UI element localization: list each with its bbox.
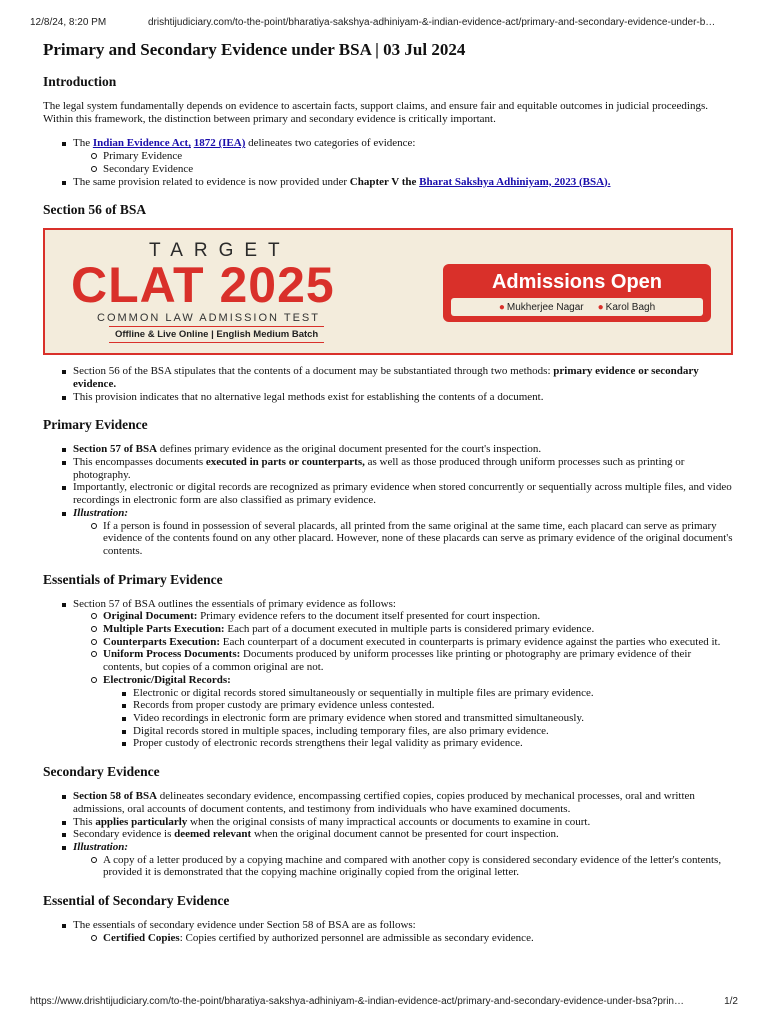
article: [43, 40, 733, 944]
list-item: Section 57 of BSA outlines the essentials of primary evidence as follows: Original Document: Primary evidence refers to the document itself presented for court inspection. Multiple Parts Execution: Each part of a document executed in multiple parts is considered primary evidence. Counterparts Execution: Each counterpart of a document executed in counterparts is primary evidence against the parties who executed it. Uniform Process Documents: Documents produced by uniform processes like printing or photography are primary evidence of their contents, but copies of a common original are not. Electronic/Digital Records: Electronic or digital records stored simultaneously or sequentially in multiple files are primary evidence. Records from proper custody are primary evidence unless contested. Video recordings in electronic form are primary evidence when stored and transmitted simultaneously. Digital records stored in multiple spaces, including temporary files, are also primary evidence. Proper custody of electronic records strengthens their legal validity as primary evidence.: [73, 598, 733, 750]
list-item: The same provision related to evidence is now provided under Chapter V the Bharat Sakshya Adhiniyam, 2023 (BSA).: [73, 176, 733, 189]
list-item: Counterparts Execution: Each counterpart of a document executed in counterparts is primary evidence against the parties who executed it.: [103, 636, 733, 649]
list-item: Section 58 of BSA delineates secondary evidence, encompassing certified copies, copies produced by mechanical processes, oral and written admissions, oral accounts of document contents, and testimony from individuals who have examined documents.: [73, 790, 733, 815]
list-item: Electronic/Digital Records: Electronic or digital records stored simultaneously or sequentially in multiple files are primary evidence. Records from proper custody are primary evidence unless contested. Video recordings in electronic form are primary evidence when stored and transmitted simultaneously. Digital records stored in multiple spaces, including temporary files, are also primary evidence. Proper custody of electronic records strengthens their legal validity as primary evidence.: [103, 674, 733, 750]
print-footer-url: https://www.drishtijudiciary.com/to-the-point/bharatiya-sakshya-adhiniyam-&-indian-evidence-act/primary-and-secondary-evidence-under-bsa?prin…: [30, 996, 684, 1007]
list-item: Proper custody of electronic records strengthens their legal validity as primary evidence.: [133, 737, 733, 750]
banner-mode: Offline & Live Online | English Medium Batch: [109, 326, 324, 343]
list-item: Uniform Process Documents: Documents produced by uniform processes like printing or photography are primary evidence of their contents, but copies of a common original are not.: [103, 648, 733, 673]
secondary-list: [73, 790, 733, 879]
list-item: Illustration: If a person is found in possession of several placards, all printed from the same original at the same time, each placard can serve as primary evidence of the contents found on any other placard. However, none of these placards can serve as primary evidence of the original document's contents.: [73, 506, 733, 557]
essential-secondary-list: [73, 919, 733, 944]
list-item: The Indian Evidence Act, 1872 (IEA) delineates two categories of evidence: Primary Evidence Secondary Evidence: [73, 137, 733, 175]
section-56-heading: Section 56 of BSA: [43, 202, 147, 218]
print-header: [0, 0, 768, 28]
intro-paragraph: The legal system fundamentally depends on evidence to ascertain facts, support claims, and ensure fair and equitable outcomes in judicial proceedings. Within this framework, the distinction between primary and secondary evidence is critically important.: [43, 100, 708, 125]
secondary-evidence-heading: Secondary Evidence: [43, 764, 160, 780]
link-indian-evidence-act[interactable]: Indian Evidence Act,: [92, 137, 191, 150]
locations: ● Mukherjee Nagar ● Karol Bagh: [451, 298, 703, 316]
list-item: This provision indicates that no alternative legal methods exist for establishing the contents of a document.: [73, 391, 733, 404]
print-header-url: drishtijudiciary.com/to-the-point/bharatiya-sakshya-adhiniyam-&-indian-evidence-act/primary-and-secondary-evidence-under-b…: [148, 17, 716, 28]
list-item: Multiple Parts Execution: Each part of a document executed in multiple parts is considered primary evidence.: [103, 623, 733, 636]
list-item: Illustration: A copy of a letter produced by a copying machine and compared with another copy is considered secondary evidence of the letter's contents, provided it is demonstrated that the copying machine originally copied from the original letter.: [73, 841, 733, 879]
intro-list: [73, 137, 733, 188]
list-item: Section 56 of the BSA stipulates that the contents of a document may be substantiated through two methods: primary evidence or secondary evidence.: [73, 365, 733, 390]
list-item: Original Document: Primary evidence refers to the document itself presented for court inspection.: [103, 610, 733, 623]
list-item: Certified Copies: Copies certified by authorized personnel are admissible as secondary evidence.: [103, 932, 733, 945]
banner-clat: CLAT 2025: [71, 257, 335, 314]
list-item: Electronic or digital records stored simultaneously or sequentially in multiple files are primary evidence.: [133, 687, 733, 700]
intro-heading: Introduction: [43, 74, 117, 89]
page-number: 1/2: [724, 996, 738, 1007]
list-item: Importantly, electronic or digital records are recognized as primary evidence when stored concurrently or sequentially across multiple files, and video recordings in electronic form are also classified as primary evidence.: [73, 481, 732, 507]
location-pin-icon: ●: [597, 301, 604, 313]
primary-evidence-heading: Primary Evidence: [43, 417, 148, 433]
essential-secondary-heading: Essential of Secondary Evidence: [43, 893, 230, 909]
s56-list: [73, 365, 733, 403]
list-item: Video recordings in electronic form are primary evidence when stored and transmitted simultaneously.: [133, 712, 733, 725]
banner-target: TARGET: [149, 240, 291, 262]
print-footer: [0, 993, 768, 1013]
primary-list: [73, 443, 733, 557]
admissions-label: Admissions Open: [491, 271, 663, 294]
location-pin-icon: ●: [498, 301, 505, 313]
list-item: Secondary evidence is deemed relevant when the original document cannot be presented for court inspection.: [73, 828, 733, 841]
essentials-primary-list: [73, 598, 733, 750]
clat-ad-banner[interactable]: [43, 228, 733, 355]
list-item: If a person is found in possession of several placards, all printed from the same original at the same time, each placard can serve as primary evidence of the contents found on any other placard. However, none of these placards can serve as primary evidence of the original document's contents.: [103, 519, 733, 557]
print-timestamp: 12/8/24, 8:20 PM: [30, 17, 107, 28]
list-item: Section 57 of BSA defines primary evidence as the original document presented for the court's inspection.: [73, 443, 733, 456]
list-item: Records from proper custody are primary evidence unless contested.: [133, 699, 733, 712]
list-item: Primary Evidence: [103, 150, 733, 163]
page-title: Primary and Secondary Evidence under BSA | 03 Jul 2024: [43, 40, 466, 59]
admissions-open-badge[interactable]: [443, 264, 711, 322]
list-item: This encompasses documents executed in parts or counterparts, as well as those produced through uniform processes such as printing or photography.: [73, 456, 733, 481]
list-item: Digital records stored in multiple spaces, including temporary files, are also primary evidence.: [133, 725, 733, 738]
link-1872-iea[interactable]: 1872 (IEA): [193, 137, 246, 150]
list-item: This applies particularly when the original consists of many impractical accounts or documents to examine in court.: [73, 816, 733, 829]
list-item: Secondary Evidence: [103, 163, 733, 176]
banner-subtitle: COMMON LAW ADMISSION TEST: [97, 312, 320, 325]
list-item: A copy of a letter produced by a copying machine and compared with another copy is considered secondary evidence of the letter's contents, provided it is demonstrated that the copying machine originally copied from the original letter.: [103, 854, 733, 879]
essentials-primary-heading: Essentials of Primary Evidence: [43, 571, 223, 587]
list-item: The essentials of secondary evidence under Section 58 of BSA are as follows: Certified Copies: Copies certified by authorized personnel are admissible as secondary evidence.: [73, 919, 733, 944]
link-bsa[interactable]: Bharat Sakshya Adhiniyam, 2023 (BSA).: [419, 175, 611, 188]
